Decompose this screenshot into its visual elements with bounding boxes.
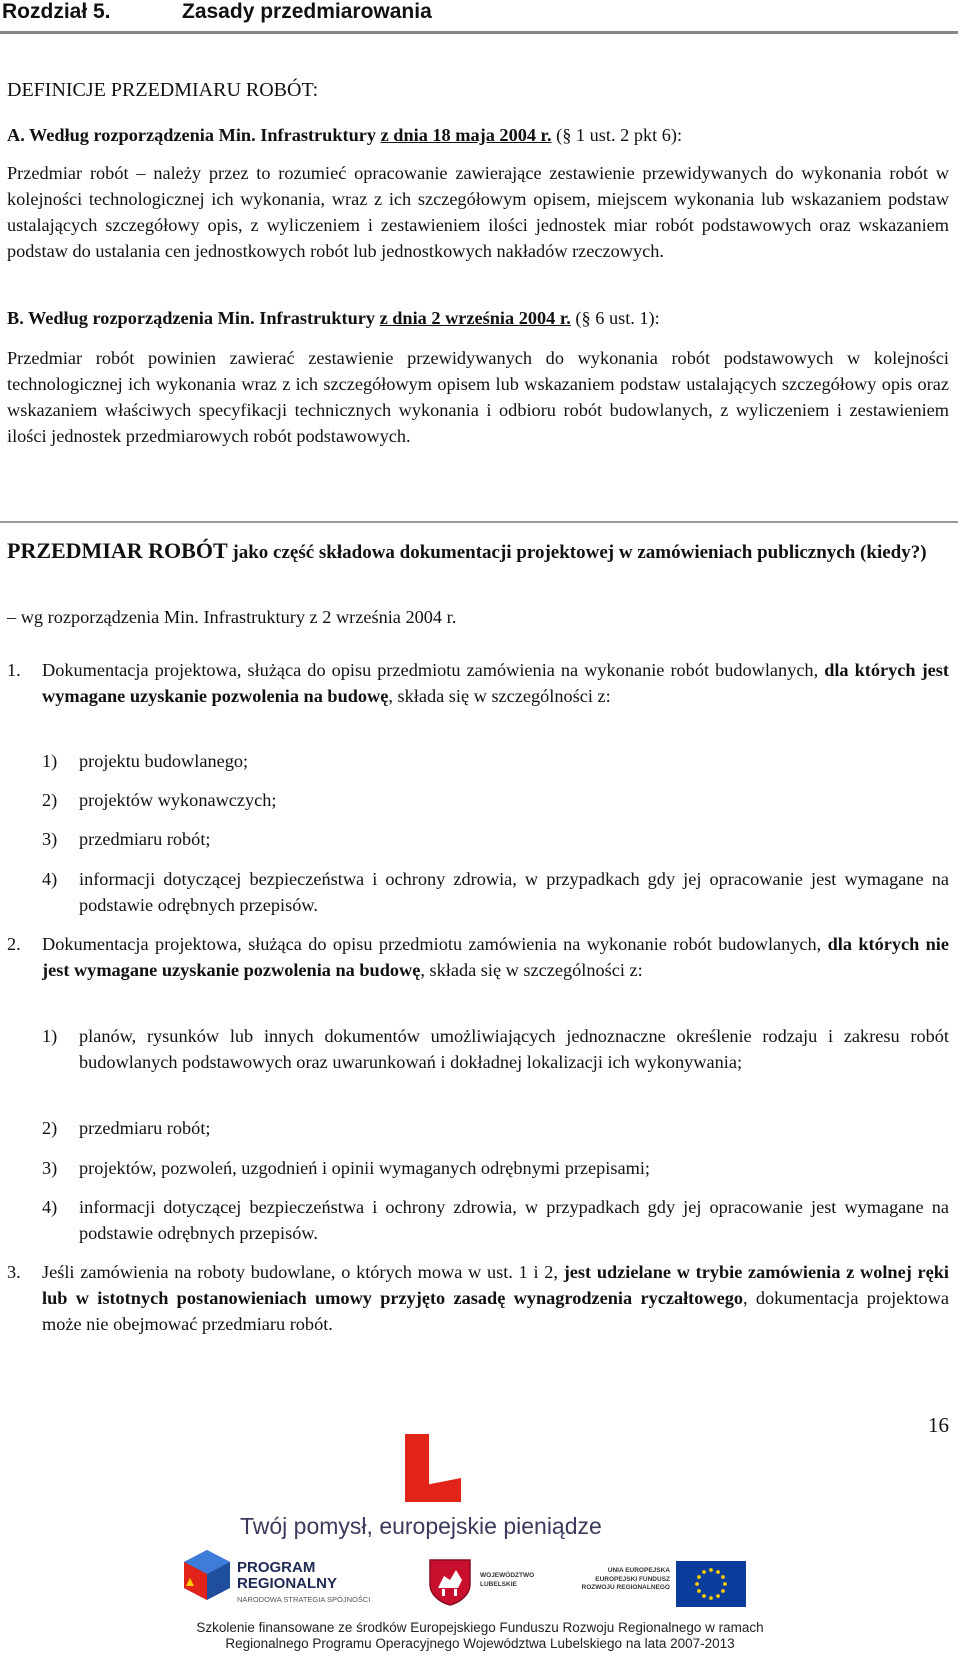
p2-item-3-num: 3) [42,1158,58,1178]
p1-item-4-text: informacji dotyczącej bezpieczeństwa i ochrony zdrowia, w przypadkach gdy jej opracowanie jest wymagane na podstawie odrębnych przepisów. [79,869,949,915]
definition-a-heading [7,122,947,148]
eu-line3: ROZWOJU REGIONALNEGO [581,1584,670,1591]
funding-line1: Szkolenie finansowane ze środków Europejskiego Funduszu Rozwoju Regionalnego w ramach [196,1620,764,1635]
wojewodztwo-line2: LUBELSKIE [480,1581,517,1588]
section-divider [0,521,958,523]
program-line2: REGIONALNY [237,1575,338,1592]
definition-b-date: z dnia 2 września 2004 r. [379,308,571,328]
p1-item-2-text: projektów wykonawczych; [79,790,277,810]
section2-heading-rest: jako część składowa dokumentacji projektowej w zamówieniach publicznych (kiedy?) [227,542,927,563]
p1-item-3-num: 3) [42,829,58,849]
p2-item-3-text: projektów, pozwoleń, uzgodnień i opinii wymaganych odrębnymi przepisami; [79,1158,650,1178]
p1-item-4-num: 4) [42,869,58,889]
eu-line2: EUROPEJSKI FUNDUSZ [595,1575,670,1583]
eu-line1: UNIA EUROPEJSKA [607,1567,670,1574]
definition-a-text: Przedmiar robót – należy przez to rozumieć opracowanie zawierające zestawienie przewidywanych do wykonania robót w kolejności technologicznej ich wykonania, wraz z ich szczegółowym opisem, miejscem wykonania lub wskazaniem podstaw ustalających szczegółowy opis, z wyliczeniem i zestawieniem ilości jednostek miar robót podstawowych oraz wskazaniem podstaw do ustalania cen jednostkowych robót lub jednostkowych nakładów rzeczowych. [7,163,949,261]
paragraph-1-text [42,657,949,709]
lubelskie-l-logo-icon [403,1434,461,1504]
eu-flag-icon [676,1561,746,1607]
paragraph-1-text-bold: dla których jest wymagane uzyskanie pozwolenia na budowę [42,660,949,706]
paragraph-3-number: 3. [7,1262,21,1282]
section2-subheading: – wg rozporządzenia Min. Infrastruktury z 2 września 2004 r. [7,607,457,627]
eu-text [570,1567,670,1593]
definition-b-ref: (§ 6 ust. 1): [570,308,660,328]
p2-item-1-text: planów, rysunków lub innych dokumentów umożliwiających jednoznaczne określenie rodzaju i zakresu robót budowlanych podstawowych oraz uwarunkowań i dokładnej lokalizacji ich wykonywania; [79,1026,949,1072]
definition-a-ref: (§ 1 ust. 2 pkt 6): [551,125,683,145]
p2-item-1-num: 1) [42,1026,58,1046]
p2-item-2-text: przedmiaru robót; [79,1118,211,1138]
paragraph-3-text-a: Jeśli zamówienia na roboty budowlane, o których mowa w ust. 1 i 2, [42,1262,564,1282]
section2-heading-big: PRZEDMIAR ROBÓT [7,538,228,563]
definition-a-date: z dnia 18 maja 2004 r. [380,125,552,145]
p2-item-4-num: 4) [42,1197,58,1217]
paragraph-2-text-bold: dla których nie jest wymagane uzyskanie pozwolenia na budowę [42,934,949,980]
paragraph-1-text-b: , składa się w szczególności z: [388,686,611,706]
definitions-heading: DEFINICJE PRZEDMIARU ROBÓT: [7,79,319,101]
definition-b-text: Przedmiar robót powinien zawierać zestawienie przewidywanych do wykonania robót podstawowych w kolejności technologicznej ich wykonania wraz z ich szczegółowym opisem lub wskazaniem podstaw ustalających szczegółowy opis oraz wskazaniem właściwych specyfikacji technicznych wykonania i odbioru robót budowlanych, z wyliczeniem i zestawieniem ilości jednostek przedmiarowych robót podstawowych. [7,348,949,446]
program-regionalny-logo-icon [180,1548,234,1608]
chapter-header [2,0,952,26]
paragraph-1-number: 1. [7,660,21,680]
paragraph-2-text-b: , składa się w szczególności z: [420,960,643,980]
paragraph-2-text-a: Dokumentacja projektowa, służąca do opisu przedmiotu zamówienia na wykonanie robót budowlanych, [42,934,828,954]
program-regionalny-text [237,1560,370,1608]
wojewodztwo-lubelskie-crest-icon [428,1558,472,1606]
program-line3: NARODOWA STRATEGIA SPÓJNOŚCI [237,1595,371,1604]
paragraph-3-text [42,1259,949,1337]
p2-item-4-text: informacji dotyczącej bezpieczeństwa i ochrony zdrowia, w przypadkach gdy jej opracowanie jest wymagane na podstawie odrębnych przepisów. [79,1197,949,1243]
paragraph-3-text-b: , dokumentacja projektowa może nie obejmować przedmiaru robót. [42,1288,949,1334]
wojewodztwo-text [480,1571,534,1589]
footer-slogan: Twój pomysł, europejskie pieniądze [240,1513,602,1539]
section2-heading [7,537,947,567]
program-line1: PROGRAM [237,1559,316,1576]
chapter-number: Rozdział 5. [2,0,111,23]
wojewodztwo-line1: WOJEWÓDZTWO [480,1572,535,1579]
p1-item-2-num: 2) [42,790,58,810]
chapter-title: Zasady przedmiarowania [182,0,432,23]
p1-item-1-text: projektu budowlanego; [79,751,249,771]
page-number: 16 [928,1413,949,1437]
p1-item-3-text: przedmiaru robót; [79,829,211,849]
definition-a-title: A. Według rozporządzenia Min. Infrastruktury [7,125,381,145]
paragraph-2-text [42,931,949,983]
definition-b-title: B. Według rozporządzenia Min. Infrastruktury [7,308,380,328]
chapter-divider [0,31,958,34]
p2-item-2-num: 2) [42,1118,58,1138]
p1-item-1-num: 1) [42,751,58,771]
funding-line2: Regionalnego Programu Operacyjnego Województwa Lubelskiego na lata 2007-2013 [225,1636,735,1651]
definition-b-heading [7,305,947,331]
funding-note [0,1620,960,1652]
paragraph-2-number: 2. [7,934,21,954]
paragraph-1-text-a: Dokumentacja projektowa, służąca do opisu przedmiotu zamówienia na wykonanie robót budowlanych, [42,660,825,680]
paragraph-3-text-bold: jest udzielane w trybie zamówienia z wolnej ręki lub w istotnych postanowieniach umowy przyjęto zasadę wynagrodzenia ryczałtowego [42,1262,950,1308]
